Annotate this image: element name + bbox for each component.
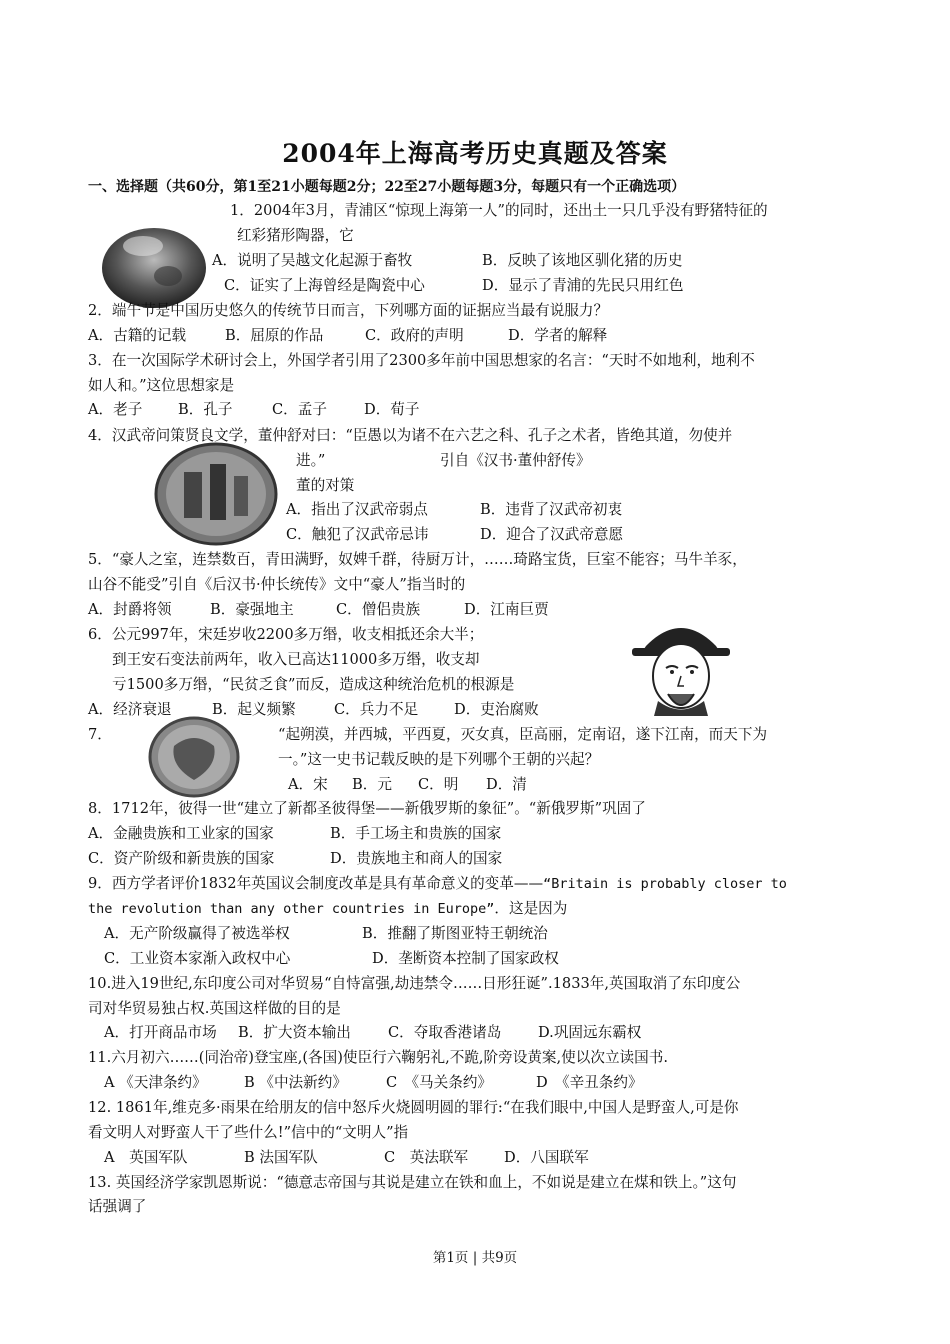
q3-option-d: D．荀子 <box>364 401 420 418</box>
q5-option-a: A．封爵将领 <box>88 601 172 618</box>
q6-option-d: D．吏治腐败 <box>454 701 539 718</box>
q9-option-c: C．工业资本家渐入政权中心 <box>104 950 291 967</box>
q4-source: 引自《汉书·董仲舒传》 <box>440 452 591 469</box>
q7-options <box>288 775 527 795</box>
q4-stem-tail: 董的对策 <box>296 477 355 494</box>
q9-option-b: B．推翻了斯图亚特王朝统治 <box>362 925 548 942</box>
q6-stem: 6．公元997年，宋廷岁收2200多万缗，收支相抵还余大半； <box>88 626 484 643</box>
q2-option-b: B．屈原的作品 <box>225 327 324 344</box>
q11-option-c: C 《马关条约》 <box>386 1074 493 1091</box>
q4-option-b: B．违背了汉武帝初衷 <box>480 501 623 518</box>
q6-option-c: C．兵力不足 <box>334 701 419 718</box>
q1-stem: 1．2004年3月，青浦区“惊现上海第一人”的同时，还出土一只几乎没有野猪特征的 <box>230 202 768 219</box>
q9-stem-cn-cont: ．这是因为 <box>494 900 568 917</box>
q5-stem-cont: 山谷不能受”引自《后汉书·仲长统传》文中“豪人”指当时的 <box>88 576 466 593</box>
q4-option-a: A．指出了汉武帝弱点 <box>286 501 428 518</box>
q12-option-a: A 英国军队 <box>104 1149 188 1166</box>
q11-option-a: A 《天津条约》 <box>104 1074 207 1091</box>
q1-stem-cont: 红彩猪形陶器，它 <box>237 227 354 244</box>
q7-stem-cont: 一。”这一史书记载反映的是下列哪个王朝的兴起？ <box>278 751 600 768</box>
q10-option-b: B．扩大资本输出 <box>238 1024 351 1041</box>
q4-option-d: D．迎合了汉武帝意愿 <box>480 526 624 543</box>
q1-option-b: B．反映了该地区驯化猪的历史 <box>482 252 683 269</box>
q1-option-d: D．显示了青浦的先民只用红色 <box>482 277 684 294</box>
q2-option-c: C．政府的声明 <box>365 327 464 344</box>
q5-option-c: C．僧侣贵族 <box>336 601 421 618</box>
q3-option-c: C．孟子 <box>272 401 327 418</box>
q13-stem-cont: 话强调了 <box>88 1198 147 1215</box>
q10-stem: 10.进入19世纪,东印度公司对华贸易“自恃富强,劫违禁令……日形狂诞”.1833年,英国取消了东印度公 <box>88 975 741 992</box>
q2-option-d: D．学者的解释 <box>508 327 608 344</box>
q9-stem-cont <box>88 899 567 919</box>
q12-option-b: B 法国军队 <box>244 1149 318 1166</box>
q9-stem-en-cont: the revolution than any other countries in Europe” <box>88 901 495 917</box>
q9-stem-cn: 9．西方学者评价1832年英国议会制度改革是具有革命意义的变革—— <box>88 875 544 892</box>
q13-stem: 13. 英国经济学家凯恩斯说：“德意志帝国与其说是建立在铁和血上，不如说是建立在煤和铁上。”这句 <box>88 1174 737 1191</box>
dong-zhongshu-image <box>154 442 278 546</box>
q1-option-a: A．说明了吴越文化起源于畜牧 <box>212 252 413 269</box>
q9-stem <box>88 874 787 894</box>
q8-option-c: C．资产阶级和新贵族的国家 <box>88 850 275 867</box>
q10-options <box>104 1023 641 1043</box>
pottery-pig-image <box>98 216 210 312</box>
section-heading: 一、选择题（共60分，第1至21小题每题2分；22至27小题每题3分，每题只有一个正确选项） <box>88 179 686 195</box>
q6-option-b: B．起义频繁 <box>212 701 296 718</box>
q8-option-a: A．金融贵族和工业家的国家 <box>88 825 274 842</box>
q2-options <box>88 326 607 346</box>
wang-anshi-portrait <box>628 606 734 716</box>
q10-option-d: D.巩固远东霸权 <box>538 1024 642 1041</box>
q3-option-a: A．老子 <box>88 401 143 418</box>
q7-option-a: A．宋 <box>288 776 328 793</box>
q4-stem-cont: 进。” <box>296 452 326 469</box>
q7-stem: “起朔漠，并西城，平西夏，灭女真，臣高丽，定南诏，遂下江南，而天下为 <box>278 726 768 743</box>
q2-stem: 2．端午节是中国历史悠久的传统节日而言，下列哪方面的证据应当最有说服力？ <box>88 302 609 319</box>
q3-option-b: B．孔子 <box>178 401 233 418</box>
q7-option-b: B．元 <box>352 776 392 793</box>
q8-option-d: D．贵族地主和商人的国家 <box>330 850 503 867</box>
q12-stem: 12. 1861年,维克多·雨果在给朋友的信中怒斥火烧圆明圆的罪行:“在我们眼中,中国人是野蛮人,可是你 <box>88 1099 739 1116</box>
q8-stem: 8．1712年，彼得一世“建立了新都圣彼得堡——新俄罗斯的象征”。“新俄罗斯”巩固了 <box>88 800 646 817</box>
q9-option-d: D．垄断资本控制了国家政权 <box>372 950 559 967</box>
q12-stem-cont: 看文明人对野蛮人干了些什么!”信中的“文明人”指 <box>88 1124 409 1141</box>
q12-option-d: D．八国联军 <box>504 1149 589 1166</box>
q5-stem: 5．“豪人之室，连禁数百，青田满野，奴婢千群，待厨万计，……琦路宝货，巨室不能容；马牛羊豕， <box>88 551 747 568</box>
q6-stem-cont: 到王安石变法前两年，收入已高达11000多万缗，收支却 <box>112 651 480 668</box>
q1-option-c: C．证实了上海曾经是陶瓷中心 <box>224 277 425 294</box>
q10-option-a: A．打开商品市场 <box>104 1024 217 1041</box>
q12-option-c: C 英法联军 <box>384 1149 469 1166</box>
q11-option-d: D 《辛丑条约》 <box>536 1074 643 1091</box>
q7-option-d: D．清 <box>486 776 527 793</box>
yuan-seal-image <box>148 716 240 798</box>
q5-option-b: B．豪强地主 <box>210 601 294 618</box>
q4-option-c: C．触犯了汉武帝忌讳 <box>286 526 429 543</box>
q11-option-b: B 《中法新约》 <box>244 1074 347 1091</box>
q10-stem-cont: 司对华贸易独占权.英国这样做的目的是 <box>88 1000 341 1017</box>
q7-option-c: C．明 <box>418 776 459 793</box>
q9-option-a: A．无产阶级赢得了被选举权 <box>104 925 290 942</box>
q2-option-a: A．古籍的记载 <box>88 327 187 344</box>
q3-stem: 3．在一次国际学术研讨会上，外国学者引用了2300多年前中国思想家的名言：“天时不如地利，地利不 <box>88 352 755 369</box>
q4-stem: 4．汉武帝问策贤良文学，董仲舒对曰：“臣愚以为诸不在六艺之科、孔子之术者，皆绝其道，勿使并 <box>88 427 733 444</box>
page-title: 2004年上海高考历史真题及答案 <box>282 139 668 168</box>
q12-options <box>104 1148 589 1168</box>
page-footer: 第1页 | 共9页 <box>432 1250 518 1266</box>
q6-stem-tail: 亏1500多万缗，“民贫乏食”而反，造成这种统治危机的根源是 <box>112 676 515 693</box>
q6-option-a: A．经济衰退 <box>88 701 172 718</box>
q10-option-c: C．夺取香港诸岛 <box>388 1024 502 1041</box>
q8-option-b: B．手工场主和贵族的国家 <box>330 825 502 842</box>
q7-number: 7． <box>88 726 112 743</box>
q11-stem: 11.六月初六……(同治帝)登宝座,(各国)使臣行六鞠躬礼,不跪,阶旁设黄案,使以次立读国书. <box>88 1049 668 1066</box>
q3-stem-cont: 如人和。”这位思想家是 <box>88 377 235 394</box>
q5-options <box>88 600 549 620</box>
q9-stem-en: “Britain is probably closer to <box>543 876 787 892</box>
q5-option-d: D．江南巨贾 <box>464 601 549 618</box>
q11-options <box>104 1073 643 1093</box>
q3-options <box>88 400 419 420</box>
